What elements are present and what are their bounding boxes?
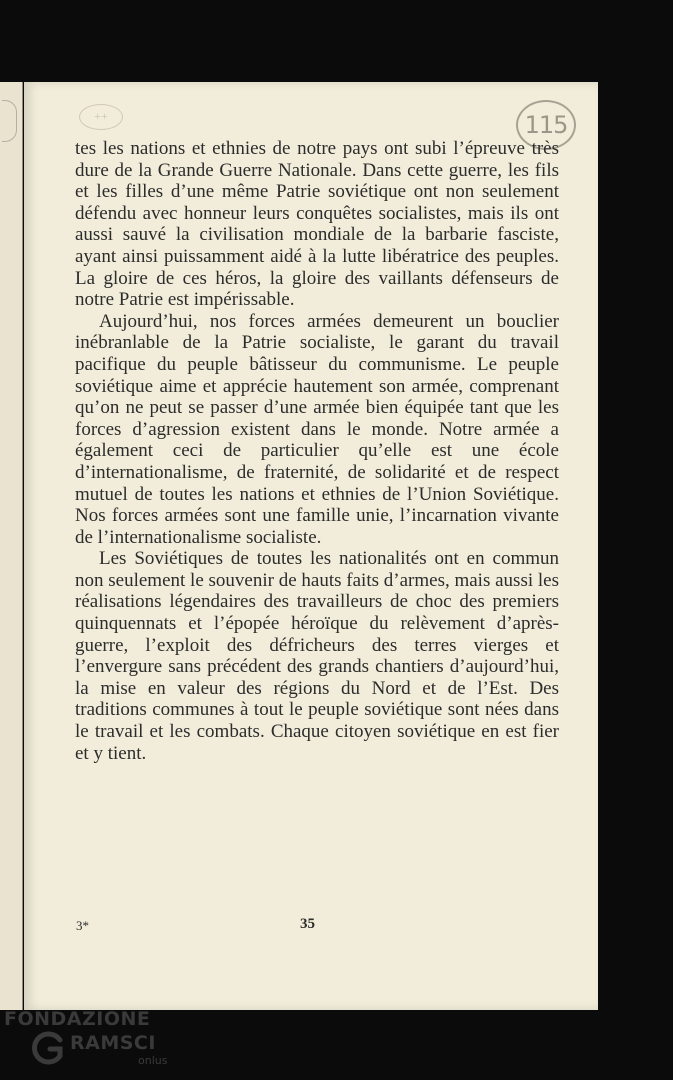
logo-text-gramsci: RAMSCI <box>70 1032 156 1054</box>
paragraph-1: tes les nations et ethnies de notre pays ont subi l’épreuve très dure de la Grande Guerre Nationale. Dans cette guerre, les fils et les filles d’une même Patrie soviétique ont non seulement défendu avec honneur leurs conquêtes socialistes, mais ils ont aussi sauvé la civilisation mondiale de la barbarie fasciste, ayant ainsi puissamment aidé à la lutte libératrice des peuples. La gloire de ces héros, la gloire des vaillants défenseurs de notre Patrie est impérissable. <box>75 138 559 311</box>
left-page-edge <box>0 82 23 1010</box>
logo-text-onlus: onlus <box>138 1054 168 1067</box>
book-page <box>24 82 598 1010</box>
paragraph-3: Les Soviétiques de toutes les nationalités ont en commun non seulement le souvenir de hauts faits d’armes, mais aussi les réalisations légendaires des travailleurs de choc des premiers quinquennats et l’épopée héroïque du relèvement d’après-guerre, l’exploit des défricheurs des terres vierges et l’envergure sans précédent des grands chantiers d’aujourd’hui, la mise en valeur des régions du Nord et de l’Est. Des traditions communes à tout le peuple soviétique sont nées dans le travail et les combats. Chaque citoyen soviétique en est fier et y tient. <box>75 548 559 764</box>
paragraph-2: Aujourd’hui, nos forces armées demeurent un bouclier inébranlable de la Patrie socialiste, le garant du travail pacifique du peuple bâtisseur du communisme. Le peuple soviétique aime et apprécie hautement son armée, comprenant qu’on ne peut se passer d’une armée bien équipée tant que les forces d’agression existent dans le monde. Notre armée a également ceci de particulier qu’elle est une école d’internationalisme, de fraternité, de solidarité et de respect mutuel de toutes les nations et ethnies de l’Union Soviétique. Nos forces armées sont une famille unie, l’incarnation vivante de l’internationalisme socialiste. <box>75 310 559 548</box>
fondazione-gramsci-logo <box>4 1008 174 1078</box>
archive-page-stamp: 115 <box>516 100 576 150</box>
logo-text-fondazione: FONDAZIONE <box>4 1008 151 1030</box>
page-body-text <box>75 138 559 764</box>
page-number: 35 <box>300 916 315 932</box>
gramsci-g-icon <box>28 1028 68 1068</box>
pencil-annotation: ++ <box>79 104 123 130</box>
signature-mark: 3* <box>76 918 89 933</box>
left-page-stamp-edge <box>2 100 17 142</box>
